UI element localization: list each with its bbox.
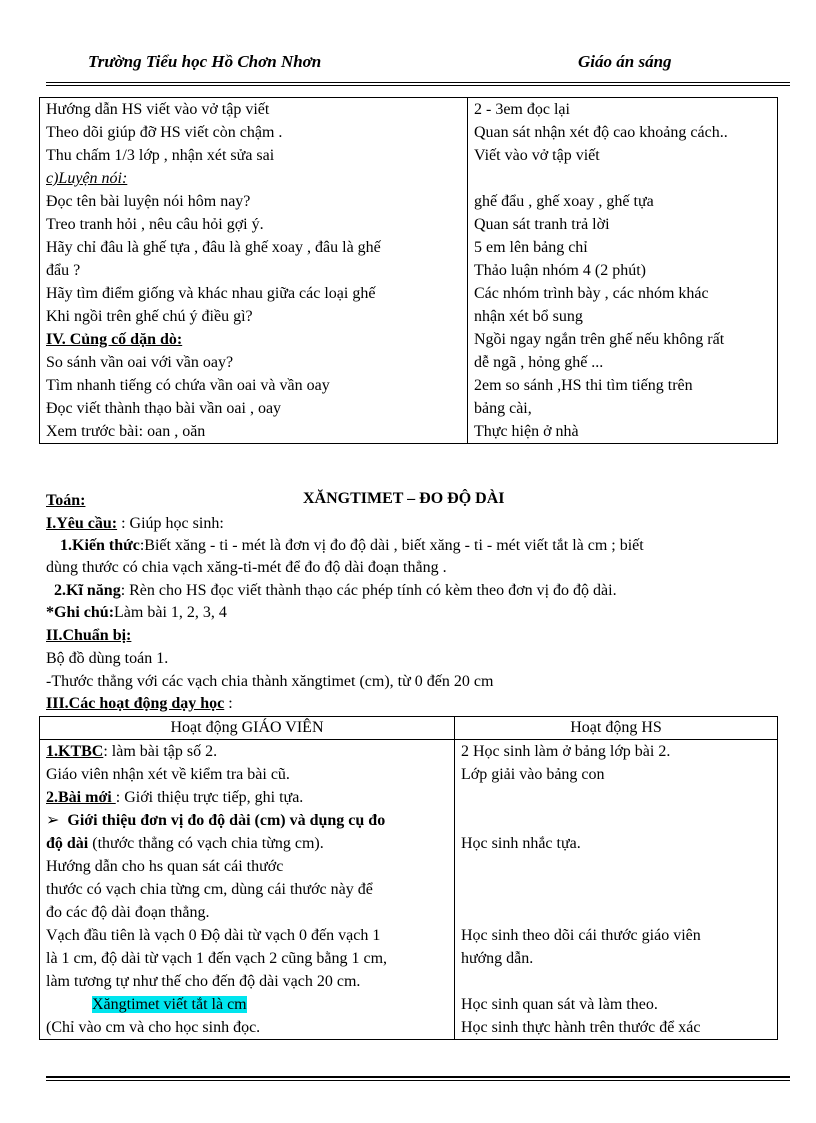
table-line: Theo dõi giúp đỡ HS viết còn chậm . bbox=[46, 124, 283, 141]
table-line: bảng cài, bbox=[474, 400, 532, 417]
table-line: Xem trước bài: oan , oăn bbox=[46, 423, 206, 440]
preparation-item: -Thước thẳng với các vạch chia thành xăngtimet (cm), từ 0 đến 20 cm bbox=[46, 673, 494, 690]
table-line: (Chỉ vào cm và cho học sinh đọc. bbox=[46, 1019, 261, 1036]
table-line: Học sinh nhắc tựa. bbox=[461, 835, 581, 852]
table-line bbox=[461, 809, 777, 832]
table-line: Hãy chỉ đâu là ghế tựa , đâu là ghế xoay , đâu là ghế bbox=[46, 239, 381, 256]
table-line: Đọc viết thành thạo bài vần oai , oay bbox=[46, 400, 282, 417]
table-line: Giáo viên nhận xét về kiểm tra bài cũ. bbox=[46, 766, 290, 783]
section-introduction-cont: độ dài bbox=[46, 835, 89, 852]
student-column bbox=[455, 740, 778, 1040]
new-lesson-text: : Giới thiệu trực tiếp, ghi tựa. bbox=[115, 789, 304, 806]
table-line: thước có vạch chia từng cm, dùng cái thước này để bbox=[46, 881, 373, 898]
student-column bbox=[468, 98, 778, 444]
table-line bbox=[461, 970, 777, 993]
table-line: đo các độ dài đoạn thẳng. bbox=[46, 904, 210, 921]
activity-table-1 bbox=[39, 97, 778, 444]
table-line: làm tương tự như thế cho đến độ dài vạch 20 cm. bbox=[46, 973, 361, 990]
table-line: Ngồi ngay ngắn trên ghế nếu không rất bbox=[474, 331, 725, 348]
note-heading: *Ghi chú: bbox=[46, 604, 115, 621]
table-line: là 1 cm, độ dài từ vạch 1 đến vạch 2 cũng bằng 1 cm, bbox=[46, 950, 388, 967]
header-school-name: Trường Tiểu học Hồ Chơn Nhơn bbox=[88, 52, 322, 71]
skills-heading: 2.Kĩ năng bbox=[54, 582, 121, 599]
knowledge-line-2: dùng thước có chia vạch xăng-ti-mét để đo độ dài đoạn thẳng . bbox=[46, 559, 447, 576]
table-line bbox=[461, 878, 777, 901]
table-line bbox=[461, 855, 777, 878]
table-line: 2 - 3em đọc lại bbox=[474, 101, 570, 118]
subject-label: Toán: bbox=[46, 492, 86, 509]
student-column-header: Hoạt động HS bbox=[455, 717, 778, 740]
table-line bbox=[46, 832, 454, 855]
section-introduction: Giới thiệu đơn vị đo độ dài (cm) và dụng cụ đo bbox=[67, 812, 386, 829]
knowledge-line bbox=[60, 535, 644, 557]
table-line: So sánh vần oai với vần oay? bbox=[46, 354, 234, 371]
table-line: đẩu ? bbox=[46, 262, 81, 279]
table-line: Các nhóm trình bày , các nhóm khác bbox=[474, 285, 709, 302]
old-lesson-check-heading: 1.KTBC bbox=[46, 743, 104, 760]
footer-rule bbox=[46, 1076, 790, 1081]
table-line bbox=[46, 993, 454, 1016]
table-line: Đọc tên bài luyện nói hôm nay? bbox=[46, 193, 251, 210]
new-lesson-heading: 2.Bài mới bbox=[46, 789, 116, 806]
review-heading: IV. Củng cố dặn dò: bbox=[46, 331, 183, 348]
section-introduction-note: (thước thẳng có vạch chia từng cm). bbox=[88, 835, 324, 852]
skills-line bbox=[54, 580, 617, 602]
requirements-text: : Giúp học sinh: bbox=[117, 515, 224, 532]
table-line: Học sinh thực hành trên thước để xác bbox=[461, 1019, 701, 1036]
table-line: Hướng dẫn cho hs quan sát cái thước bbox=[46, 858, 284, 875]
requirements-line bbox=[46, 513, 224, 535]
lesson-title: XĂNGTIMET – ĐO ĐỘ DÀI bbox=[303, 490, 505, 507]
note-line bbox=[46, 602, 227, 624]
speaking-practice-heading: c)Luyện nói: bbox=[46, 170, 128, 187]
table-line: Thảo luận nhóm 4 (2 phút) bbox=[474, 262, 646, 279]
teacher-column bbox=[40, 98, 468, 444]
bullet-arrow-icon: ➢ bbox=[46, 812, 60, 829]
skills-text: : Rèn cho HS đọc viết thành thạo các phép tính có kèm theo đơn vị đo độ dài. bbox=[120, 582, 617, 599]
table-line: Thu chấm 1/3 lớp , nhận xét sửa sai bbox=[46, 147, 275, 164]
table-line: Khi ngồi trên ghế chú ý điều gì? bbox=[46, 308, 253, 325]
table-line: Lớp giải vào bảng con bbox=[461, 766, 605, 783]
highlighted-text: Xăngtimet viết tắt là cm bbox=[92, 996, 247, 1013]
activity-table-2 bbox=[39, 716, 778, 1040]
table-line: ghế đẩu , ghế xoay , ghế tựa bbox=[474, 193, 654, 210]
table-line: 2 Học sinh làm ở bảng lớp bài 2. bbox=[461, 743, 671, 760]
table-line: Thực hiện ở nhà bbox=[474, 423, 579, 440]
table-line: 5 em lên bảng chỉ bbox=[474, 239, 588, 256]
table-line: Tìm nhanh tiếng có chứa vần oai và vần oay bbox=[46, 377, 330, 394]
note-text: Làm bài 1, 2, 3, 4 bbox=[114, 604, 227, 621]
requirements-heading: I.Yêu cầu: bbox=[46, 515, 118, 532]
table-line: Học sinh quan sát và làm theo. bbox=[461, 996, 658, 1013]
header-doc-type: Giáo án sáng bbox=[578, 52, 672, 71]
table-line: nhận xét bổ sung bbox=[474, 308, 583, 325]
table-line: Quan sát nhận xét độ cao khoảng cách.. bbox=[474, 124, 728, 141]
table-line bbox=[461, 901, 777, 924]
table-line: 2em so sánh ,HS thi tìm tiếng trên bbox=[474, 377, 693, 394]
table-line bbox=[46, 167, 467, 190]
table-line: dễ ngã , hỏng ghế ... bbox=[474, 354, 604, 371]
teacher-column bbox=[40, 740, 455, 1040]
table-line bbox=[461, 786, 777, 809]
table-line: Treo tranh hỏi , nêu câu hỏi gợi ý. bbox=[46, 216, 264, 233]
activities-suffix: : bbox=[224, 695, 233, 712]
knowledge-text: :Biết xăng - ti - mét là đơn vị đo độ dài , biết xăng - ti - mét viết tắt là cm ; biết bbox=[139, 537, 644, 554]
table-line bbox=[46, 786, 454, 809]
table-line: Viết vào vở tập viết bbox=[474, 147, 600, 164]
table-line bbox=[46, 809, 454, 832]
table-line bbox=[46, 740, 454, 763]
table-line bbox=[46, 328, 467, 351]
table-line: hướng dẫn. bbox=[461, 950, 534, 967]
activities-heading: III.Các hoạt động dạy học bbox=[46, 695, 225, 712]
header-rule bbox=[46, 82, 790, 86]
table-line: Hãy tìm điểm giống và khác nhau giữa các loại ghế bbox=[46, 285, 376, 302]
table-line: Vạch đầu tiên là vạch 0 Độ dài từ vạch 0 đến vạch 1 bbox=[46, 927, 381, 944]
table-line: Hướng dẫn HS viết vào vở tập viết bbox=[46, 101, 270, 118]
table-line: Học sinh theo dõi cái thước giáo viên bbox=[461, 927, 701, 944]
table-line: Quan sát tranh trả lời bbox=[474, 216, 610, 233]
knowledge-heading: 1.Kiến thức bbox=[60, 537, 140, 554]
preparation-heading: II.Chuẩn bị: bbox=[46, 627, 132, 644]
teacher-column-header: Hoạt động GIÁO VIÊN bbox=[40, 717, 455, 740]
old-lesson-check-text: : làm bài tập số 2. bbox=[103, 743, 218, 760]
preparation-item: Bộ đồ dùng toán 1. bbox=[46, 650, 169, 667]
activities-line bbox=[46, 693, 233, 715]
table-line bbox=[474, 167, 777, 190]
